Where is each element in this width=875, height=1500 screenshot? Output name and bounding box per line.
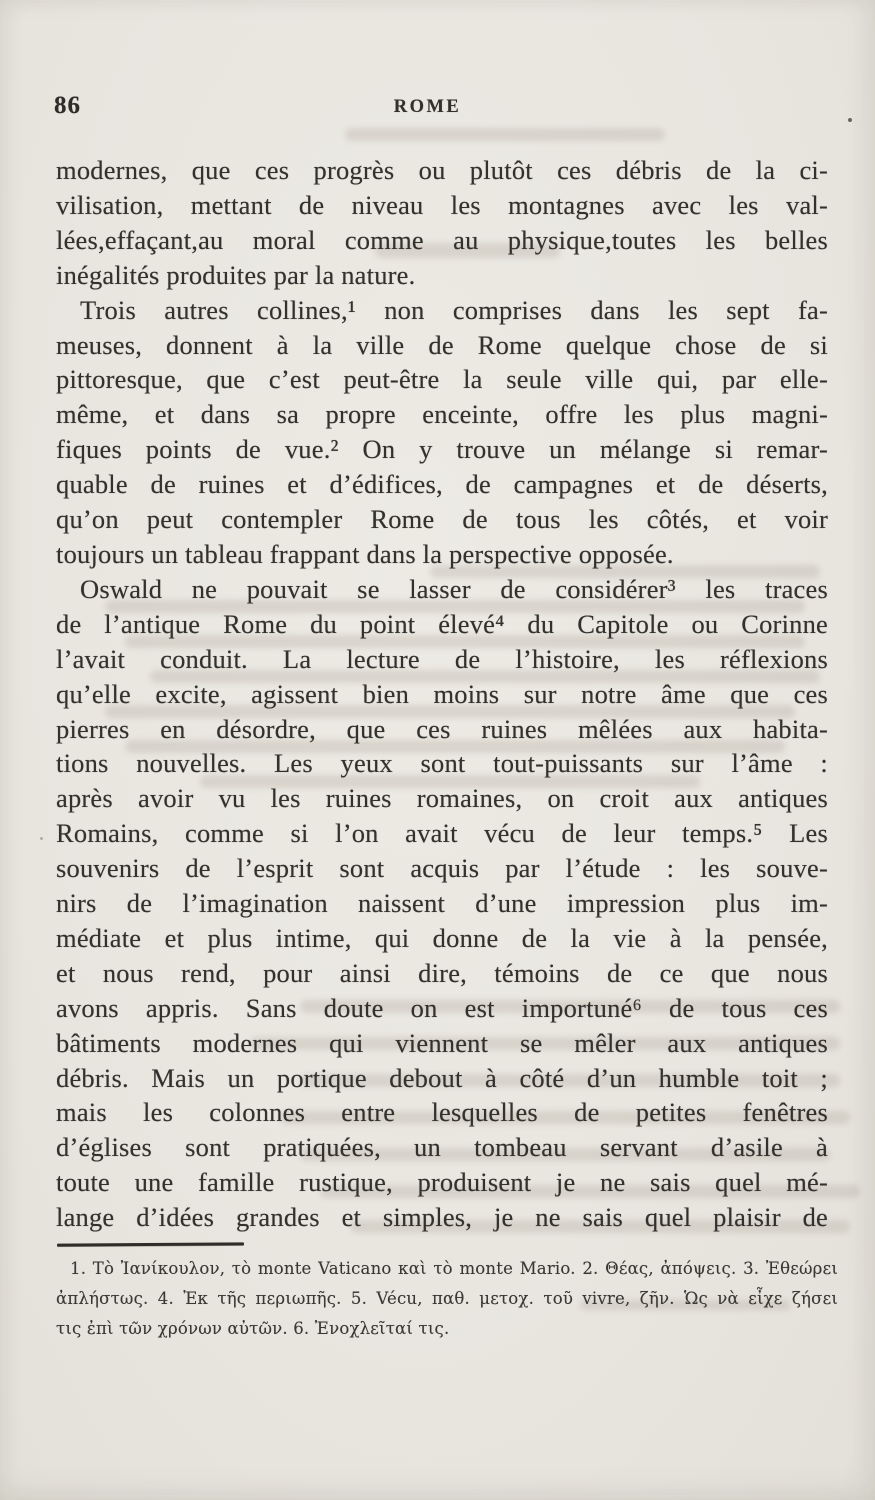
page-number: 86 [54, 92, 81, 119]
body-line: modernes, que ces progrès ou plutôt ces débris de la ci- [56, 155, 828, 185]
footnote-line: τις ἐπὶ τῶν χρόνων αὐτῶν. 6. Ἐνοχλεῖταί τις. [56, 1319, 450, 1338]
body-line: inégalités produites par la nature. [56, 259, 416, 290]
body-line: qu’on peut contempler Rome de tous les côtés, et voir [56, 504, 828, 535]
body-line: lange d’idées grandes et simples, je ne sais quel plaisir de [56, 1202, 828, 1233]
body-line: Romains, comme si l’on avait vécu de leur temps.⁵ Les [56, 818, 828, 849]
body-line: après avoir vu les ruines romaines, on croit aux antiques [56, 783, 828, 814]
body-line: bâtiments modernes qui viennent se mêler aux antiques [56, 1027, 828, 1058]
body-line: toute une famille rustique, produisent je ne sais quel mé- [56, 1167, 828, 1198]
body-line: pierres en désordre, que ces ruines mêlées aux habita- [56, 713, 828, 744]
body-line: nirs de l’imagination naissent d’une impression plus im- [56, 888, 828, 919]
scan-speck [848, 118, 852, 122]
bleedthrough-smudge [345, 128, 665, 141]
body-line: de l’antique Rome du point élevé⁴ du Capitole ou Corinne [56, 608, 828, 639]
body-line: meuses, donnent à la ville de Rome quelque chose de si [56, 329, 828, 360]
running-title: ROME [393, 97, 462, 117]
body-line: débris. Mais un portique debout à côté d’un humble toit ; [56, 1062, 828, 1093]
body-line: Oswald ne pouvait se lasser de considérer³ les traces [80, 573, 828, 604]
footnote-rule [57, 1242, 244, 1246]
body-line: même, et dans sa propre enceinte, offre les plus magni- [56, 399, 828, 430]
body-line: tions nouvelles. Les yeux sont tout-puissants sur l’âme : [56, 748, 828, 779]
body-line: toujours un tableau frappant dans la perspective opposée. [56, 538, 674, 569]
body-line: fiques points de vue.² On y trouve un mélange si remar- [56, 434, 828, 465]
body-text-block [56, 153, 828, 1235]
footnotes-block [56, 1254, 838, 1344]
body-line: souvenirs de l’esprit sont acquis par l’étude : les souve- [56, 853, 828, 884]
footnote-line: ἀπλήστως. 4. Ἐκ τῆς περιωπῆς. 5. Vécu, παθ. μετοχ. τοῦ vivre, ζῆν. Ὡς νὰ εἶχε ζήσει [56, 1289, 838, 1308]
body-line: vilisation, mettant de niveau les montagnes avec les val- [56, 189, 828, 220]
body-line: Trois autres collines,¹ non comprises dans les sept fa- [80, 294, 828, 325]
body-line: avons appris. Sans doute on est importuné⁶ de tous ces [56, 992, 828, 1023]
body-line: d’églises sont pratiquées, un tombeau servant d’asile à [56, 1132, 828, 1163]
body-line: mais les colonnes entre lesquelles de petites fenêtres [56, 1097, 828, 1128]
footnote-line: 1. Τὸ Ἰανίκουλον, τὸ monte Vaticano καὶ τὸ monte Mario. 2. Θέας, ἀπόψεις. 3. Ἐθεώρει [70, 1259, 838, 1278]
body-line: médiate et plus intime, qui donne de la vie à la pensée, [56, 922, 828, 953]
body-line: qu’elle excite, agissent bien moins sur notre âme que ces [56, 678, 828, 709]
scan-speck [40, 837, 43, 840]
body-line: lées,effaçant,au moral comme au physique,toutes les belles [56, 224, 828, 255]
body-line: l’avait conduit. La lecture de l’histoire, les réflexions [56, 643, 828, 674]
body-line: quable de ruines et d’édifices, de campagnes et de déserts, [56, 469, 828, 500]
body-line: pittoresque, que c’est peut-être la seule ville qui, par elle- [56, 364, 828, 395]
body-line: et nous rend, pour ainsi dire, témoins de ce que nous [56, 957, 828, 988]
